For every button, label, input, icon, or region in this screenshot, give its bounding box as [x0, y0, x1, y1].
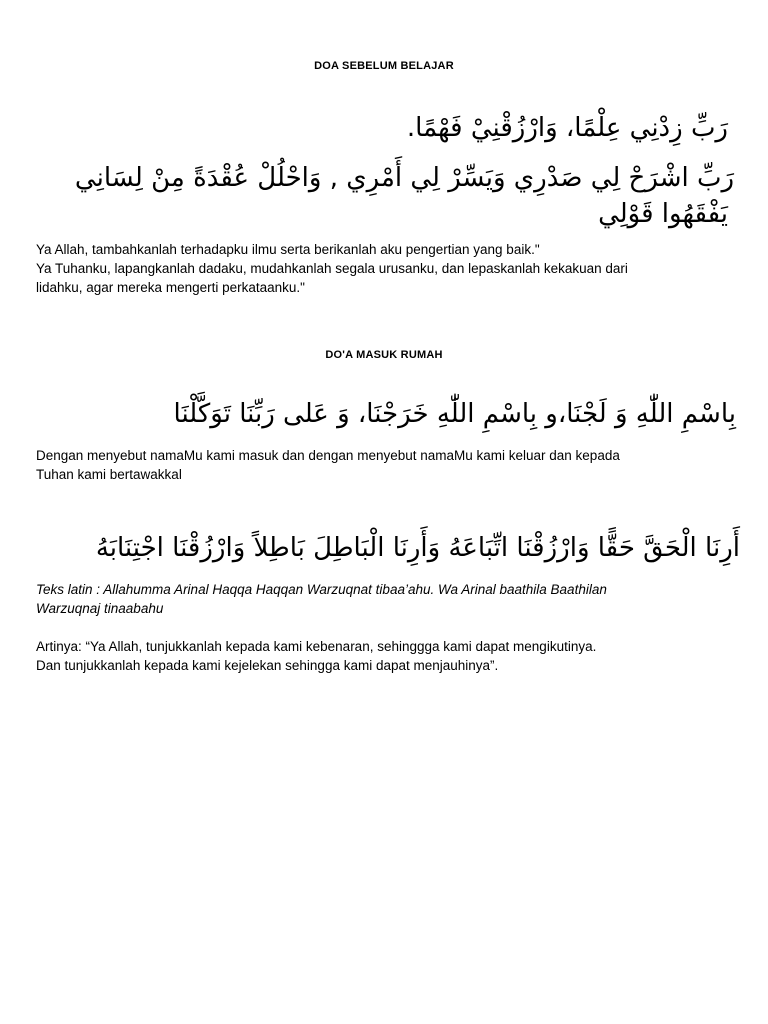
meaning-line: Artinya: “Ya Allah, tunjukkanlah kepada kami kebenaran, sehinggga kami dapat mengikutinya. [36, 639, 597, 654]
arabic-line: رَبِّ زِدْنِي عِلْمًا، وَارْزُقْنِيْ فَهْمًا. [406, 113, 728, 143]
heading-doa-masuk-rumah: DO'A MASUK RUMAH [325, 349, 443, 361]
translation-line: Dengan menyebut namaMu kami masuk dan dengan menyebut namaMu kami keluar dan kepada [36, 448, 620, 463]
translation-line: lidahku, agar mereka mengerti perkataanku." [36, 280, 305, 295]
latin-line: Warzuqnaj tinaabahu [36, 601, 164, 616]
translation-block [36, 240, 736, 297]
translation-block [36, 446, 736, 484]
translation-line: Ya Allah, tambahkanlah terhadapku ilmu serta berikanlah aku pengertian yang baik." [36, 242, 540, 257]
meaning-line: Dan tunjukkanlah kepada kami kejelekan sehingga kami dapat menjauhinya”. [36, 658, 499, 673]
arabic-line: رَبِّ اشْرَحْ لِي صَدْرِي وَيَسِّرْ لِي أَمْرِي , وَاحْلُلْ عُقْدَةً مِنْ لِسَانِي [74, 163, 734, 193]
arabic-line: أَرِنَا الْحَقَّ حَقًّا وَارْزُقْنَا اتِّبَاعَهُ وَأَرِنَا الْبَاطِلَ بَاطِلاً وَارْزُقْنَا اجْتِنَابَهُ [95, 533, 740, 563]
latin-line: Teks latin : Allahumma Arinal Haqqa Haqqan Warzuqnat tibaa’ahu. Wa Arinal baathila Baathilan [36, 582, 607, 597]
arabic-line: يَفْقَهُوا قَوْلِي [598, 199, 728, 229]
translation-line: Ya Tuhanku, lapangkanlah dadaku, mudahkanlah segala urusanku, dan lepaskanlah kekakuan dari [36, 261, 628, 276]
latin-text-block [36, 580, 736, 618]
heading-doa-sebelum-belajar: DOA SEBELUM BELAJAR [314, 60, 454, 72]
translation-line: Tuhan kami bertawakkal [36, 467, 182, 482]
arabic-line: بِاسْمِ اللّٰهِ وَ لَجْنَا،و بِاسْمِ اللّٰهِ خَرَجْنَا، وَ عَلى رَبِّنَا تَوَكَّلْنَا [173, 399, 736, 429]
meaning-block [36, 637, 736, 675]
